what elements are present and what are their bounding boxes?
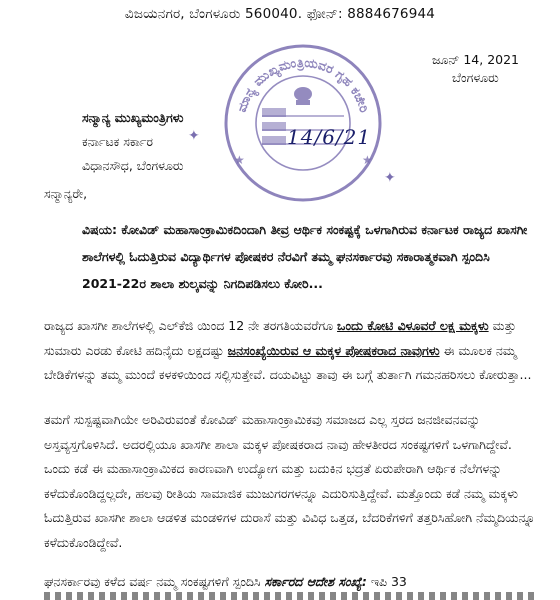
subject-text: ಕೋವಿಡ್ ಮಹಾಸಾಂಕ್ರಾಮಿಕದಿಂದಾಗಿ ತೀವ್ರ ಆರ್ಥಿಕ ಸಂಕಷ್ಟಕ್ಕೆ ಒಳಗಾಗಿರುವ ಕರ್ನಾಟಕ ರಾಜ್ಯದ ಖಾಸಗೀ ಶಾಲೆಗಳಲ್ಲಿ ಓದುತ್ತಿರುವ ವಿದ್ಯಾರ್ಥಿಗಳ ಪೋಷಕರ ನೆರವಿಗೆ ತಮ್ಮ ಘನಸರ್ಕಾರವು ಸಕಾರಾತ್ಮಕವಾಗಿ ಸ್ಪಂದಿಸಿ 2021-22ರ ಶಾಲಾ ಶುಲ್ಕವನ್ನು ನಿಗದಿಪಡಿಸಲು ಕೋರಿ... bbox=[82, 222, 528, 291]
addressee-line-3: ವಿಧಾನಸೌಧ, ಬೆಂಗಳೂರು bbox=[82, 158, 184, 173]
paragraph-3 bbox=[44, 570, 538, 595]
star-icon: ✦ bbox=[384, 170, 396, 186]
para1-text-b: ಮತ್ತು ಸುಮಾರು ಎರಡು ಕೋಟಿ ಹದಿನೈದು ಲಕ್ಷದಷ್ಟು bbox=[44, 318, 517, 358]
subject-label: ವಿಷಯ: bbox=[82, 222, 117, 237]
para3-order-label: ಸರ್ಕಾರದ ಆದೇಶ ಸಂಖ್ಯೆ: bbox=[264, 574, 367, 589]
paragraph-1 bbox=[44, 314, 538, 388]
para3-text-a: ಘನಸರ್ಕಾರವು ಕಳೆದ ವರ್ಷ ನಮ್ಮ ಸಂಕಷ್ಟಗಳಿಗೆ ಸ್ಪಂದಿಸಿ bbox=[44, 574, 265, 589]
stamp-handwritten-date bbox=[287, 125, 371, 149]
letter-place: ಬೆಂಗಳೂರು bbox=[452, 70, 499, 85]
emblem-icon bbox=[294, 87, 312, 105]
salutation: ಸನ್ಮಾನ್ಯರೇ, bbox=[44, 186, 88, 201]
paragraph-2: ತಮಗೆ ಸುಸ್ಪಷ್ಟವಾಗಿಯೇ ಅರಿವಿರುವಂತೆ ಕೋವಿಡ್ ಮಹಾಸಾಂಕ್ರಾಮಿಕವು ಸಮಾಜದ ಎಲ್ಲ ಸ್ತರದ ಜನಜೀವನವನ್ನು ಅಸ್ತವ್ಯಸ್ತಗೊಳಿಸಿದೆ. ಅದರಲ್ಲಿಯೂ ಖಾಸಗೀ ಶಾಲಾ ಮಕ್ಕಳ ಪೋಷಕರಾದ ನಾವು ಹೇಳತೀರದ ಸಂಕಷ್ಟಗಳಿಗೆ ಒಳಗಾಗಿದ್ದೇವೆ. ಒಂದು ಕಡೆ ಈ ಮಹಾಸಾಂಕ್ರಾಮಿಕದ ಕಾರಣವಾಗಿ ಉದ್ಯೋಗ ಮತ್ತು ಬದುಕಿನ ಭದ್ರತೆ ಏರುಪೇರಾಗಿ ಆರ್ಥಿಕ ನೆಲೆಗಳನ್ನು ಕಳೆದುಕೊಂಡಿದ್ದಲ್ಲದೇ, ಹಲವು ರೀತಿಯ ಸಾಮಾಜಿಕ ಮುಜುಗರಗಳನ್ನೂ ಎದುರಿಸುತ್ತಿದ್ದೇವೆ. ಮತ್ತೊಂದು ಕಡೆ ನಮ್ಮ ಮಕ್ಕಳು ಓದುತ್ತಿರುವ ಖಾಸಗೀ ಶಾಲಾ ಆಡಳಿತ ಮಂಡಳಿಗಳ ದುರಾಸೆ ಮತ್ತು ವಿವಿಧ ಒತ್ತಡ, ಬೆದರಿಕೆಗಳಿಗೆ ತತ್ತರಿಸಿಹೋಗಿ ನೆಮ್ಮದಿಯನ್ನೂ ಕಳೆದುಕೊಂಡಿದ್ದೇವೆ. bbox=[44, 412, 536, 550]
para1-bold-a: ಒಂದು ಕೋಟಿ ವಿಳೂವರೆ ಲಕ್ಷ ಮಕ್ಕಳು bbox=[337, 318, 489, 333]
svg-text:★: ★ bbox=[362, 153, 373, 167]
addressee-line-1: ಸನ್ಮಾನ್ಯ ಮುಖ್ಯಮಂತ್ರಿಗಳು bbox=[82, 110, 184, 125]
subject-block bbox=[82, 216, 534, 297]
letter-date: ಜೂನ್ 14, 2021 bbox=[432, 52, 520, 67]
para1-text-c: ಈ ಮೂಲಕ ನಮ್ಮ ಬೇಡಿಕೆಗಳನ್ನು ತಮ್ಮ ಮುಂದೆ ಕಳಕಳಿಯಿಂದ ಸಲ್ಲಿಸುತ್ತೇವೆ. ದಯವಿಟ್ಟು ತಾವು ಈ ಬಗ್ಗೆ ತುರ್ತಾಗಿ ಗಮನಹರಿಸಲು ಕೋರುತ್ತಾ... bbox=[44, 342, 532, 382]
svg-text:★: ★ bbox=[234, 153, 245, 167]
letterhead-address: ವಿಜಯನಗರ, ಬೆಂಗಳೂರು 560040. ಫೋನ್: 8884676944 bbox=[124, 6, 436, 22]
cutoff-text-fragment bbox=[44, 592, 538, 600]
addressee-line-2: ಕರ್ನಾಟಕ ಸರ್ಕಾರ bbox=[82, 134, 153, 149]
star-icon: ✦ bbox=[188, 128, 200, 144]
office-seal-stamp bbox=[222, 42, 384, 204]
stamp-date-text: 14/6/21 bbox=[287, 125, 372, 149]
svg-text:ಮಾನ್ಯ ಮುಖ್ಯಮಂತ್ರಿಯವರ ಗೃಹ ಕಚೇರಿ: ಮಾನ್ಯ ಮುಖ್ಯಮಂತ್ರಿಯವರ ಗೃಹ ಕಚೇರಿ bbox=[233, 54, 373, 115]
para1-bold-b: ಜನಸಂಖ್ಯೆಯಿರುವ ಆ ಮಕ್ಕಳ ಪೋಷಕರಾದ ನಾವುಗಳು bbox=[227, 342, 440, 358]
para1-text-a: ರಾಜ್ಯದ ಖಾಸಗೀ ಶಾಲೆಗಳಲ್ಲಿ ಎಲ್‌ಕೆಜಿ ಯಿಂದ 12 ನೇ ತರಗತಿಯವರೆಗೂ bbox=[44, 318, 338, 333]
para3-text-b: ಇಪಿ 33 bbox=[366, 574, 407, 589]
